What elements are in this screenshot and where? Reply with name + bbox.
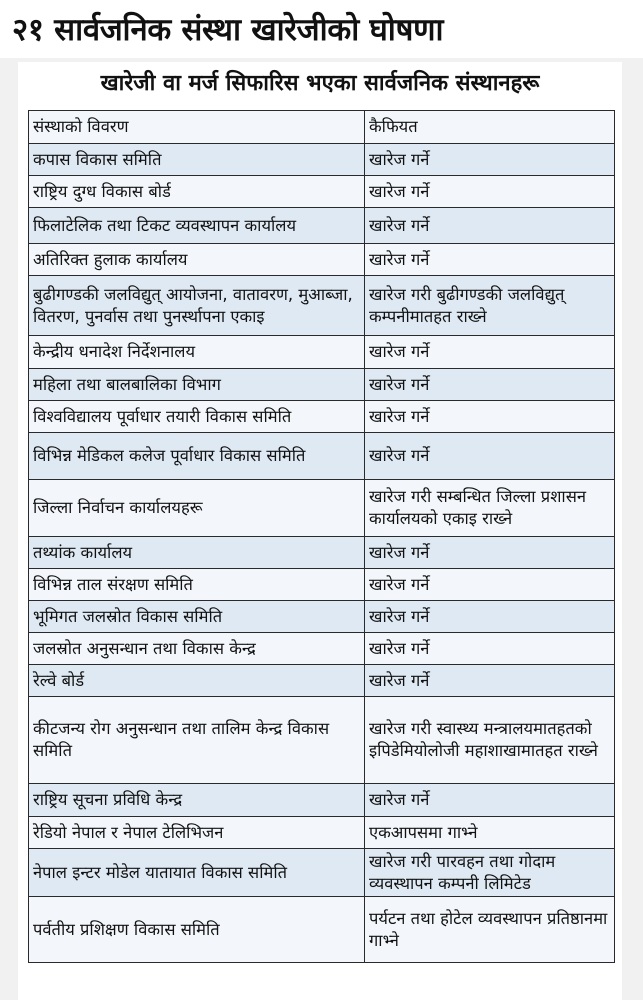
table-card — [18, 62, 622, 1000]
table-title: खारेजी वा मर्ज सिफारिस भएका सार्वजनिक संस्थानहरू — [100, 71, 540, 96]
cell-institution: विभिन्न ताल संरक्षण समिति — [29, 569, 365, 601]
cell-institution: जिल्ला निर्वाचन कार्यालयहरू — [29, 480, 365, 537]
header-remarks: कैफियत — [365, 111, 615, 144]
table-row — [29, 633, 615, 665]
table-row — [29, 276, 615, 336]
cell-remarks: खारेज गर्ने — [365, 433, 615, 480]
table-row — [29, 784, 615, 817]
cell-remarks: खारेज गरी बुढीगण्डकी जलविद्युत् कम्पनीमातहत राख्ने — [365, 276, 615, 336]
cell-institution: रेल्वे बोर्ड — [29, 665, 365, 697]
cell-remarks: खारेज गरी पारवहन तथा गोदाम व्यवस्थापन कम्पनी लिमिटेड — [365, 849, 615, 897]
table-row — [29, 369, 615, 401]
cell-remarks: खारेज गर्ने — [365, 665, 615, 697]
cell-remarks: खारेज गर्ने — [365, 369, 615, 401]
table-row — [29, 897, 615, 963]
cell-remarks: खारेज गर्ने — [365, 144, 615, 176]
cell-institution: तथ्यांक कार्यालय — [29, 537, 365, 569]
cell-remarks: एकआपसमा गाभ्ने — [365, 817, 615, 849]
header-institution: संस्थाको विवरण — [29, 111, 365, 144]
cell-institution: अतिरिक्त हुलाक कार्यालय — [29, 244, 365, 276]
cell-institution: राष्ट्रिय सूचना प्रविधि केन्द्र — [29, 784, 365, 817]
cell-institution: बुढीगण्डकी जलविद्युत् आयोजना, वातावरण, मुआब्जा, वितरण, पुनर्वास तथा पुनर्स्थापना एकाइ — [29, 276, 365, 336]
cell-institution: रेडियो नेपाल र नेपाल टेलिभिजन — [29, 817, 365, 849]
cell-institution: कपास विकास समिति — [29, 144, 365, 176]
table-row — [29, 144, 615, 176]
table-row — [29, 537, 615, 569]
cell-remarks: खारेज गर्ने — [365, 569, 615, 601]
cell-institution: पर्वतीय प्रशिक्षण विकास समिति — [29, 897, 365, 963]
cell-institution: विभिन्न मेडिकल कलेज पूर्वाधार विकास समिति — [29, 433, 365, 480]
cell-remarks: खारेज गर्ने — [365, 336, 615, 369]
cell-institution: नेपाल इन्टर मोडेल यातायात विकास समिति — [29, 849, 365, 897]
cell-remarks: खारेज गर्ने — [365, 208, 615, 244]
table-row — [29, 849, 615, 897]
cell-institution: राष्ट्रिय दुग्ध विकास बोर्ड — [29, 176, 365, 208]
cell-remarks: खारेज गर्ने — [365, 633, 615, 665]
table-row — [29, 176, 615, 208]
table-row — [29, 336, 615, 369]
cell-institution: महिला तथा बालबालिका विभाग — [29, 369, 365, 401]
cell-remarks: खारेज गर्ने — [365, 784, 615, 817]
cell-institution: फिलाटेलिक तथा टिकट व्यवस्थापन कार्यालय — [29, 208, 365, 244]
cell-remarks: खारेज गर्ने — [365, 537, 615, 569]
cell-institution: जलस्रोत अनुसन्धान तथा विकास केन्द्र — [29, 633, 365, 665]
table-row — [29, 401, 615, 433]
cell-remarks: पर्यटन तथा होटेल व्यवस्थापन प्रतिष्ठानमा गाभ्ने — [365, 897, 615, 963]
table-row — [29, 665, 615, 697]
cell-remarks: खारेज गरी सम्बन्धित जिल्ला प्रशासन कार्यालयको एकाइ राख्ने — [365, 480, 615, 537]
table-row — [29, 817, 615, 849]
page-headline: २१ सार्वजनिक संस्था खारेजीको घोषणा — [12, 12, 444, 48]
table-row — [29, 208, 615, 244]
cell-remarks: खारेज गर्ने — [365, 244, 615, 276]
table-row — [29, 569, 615, 601]
cell-remarks: खारेज गर्ने — [365, 601, 615, 633]
cell-remarks: खारेज गर्ने — [365, 176, 615, 208]
table-row — [29, 601, 615, 633]
cell-remarks: खारेज गर्ने — [365, 401, 615, 433]
cell-remarks: खारेज गरी स्वास्थ्य मन्त्रालयमातहतको इपिडेमियोलोजी महाशाखामातहत राख्ने — [365, 697, 615, 784]
table-row — [29, 480, 615, 537]
table-row — [29, 433, 615, 480]
cell-institution: केन्द्रीय धनादेश निर्देशनालय — [29, 336, 365, 369]
cell-institution: कीटजन्य रोग अनुसन्धान तथा तालिम केन्द्र विकास समिति — [29, 697, 365, 784]
cell-institution: भूमिगत जलस्रोत विकास समिति — [29, 601, 365, 633]
cell-institution: विश्वविद्यालय पूर्वाधार तयारी विकास समिति — [29, 401, 365, 433]
institutions-table — [28, 110, 615, 963]
table-row — [29, 697, 615, 784]
table-row — [29, 244, 615, 276]
table-header-row — [29, 111, 615, 144]
headline-bar — [0, 0, 643, 58]
